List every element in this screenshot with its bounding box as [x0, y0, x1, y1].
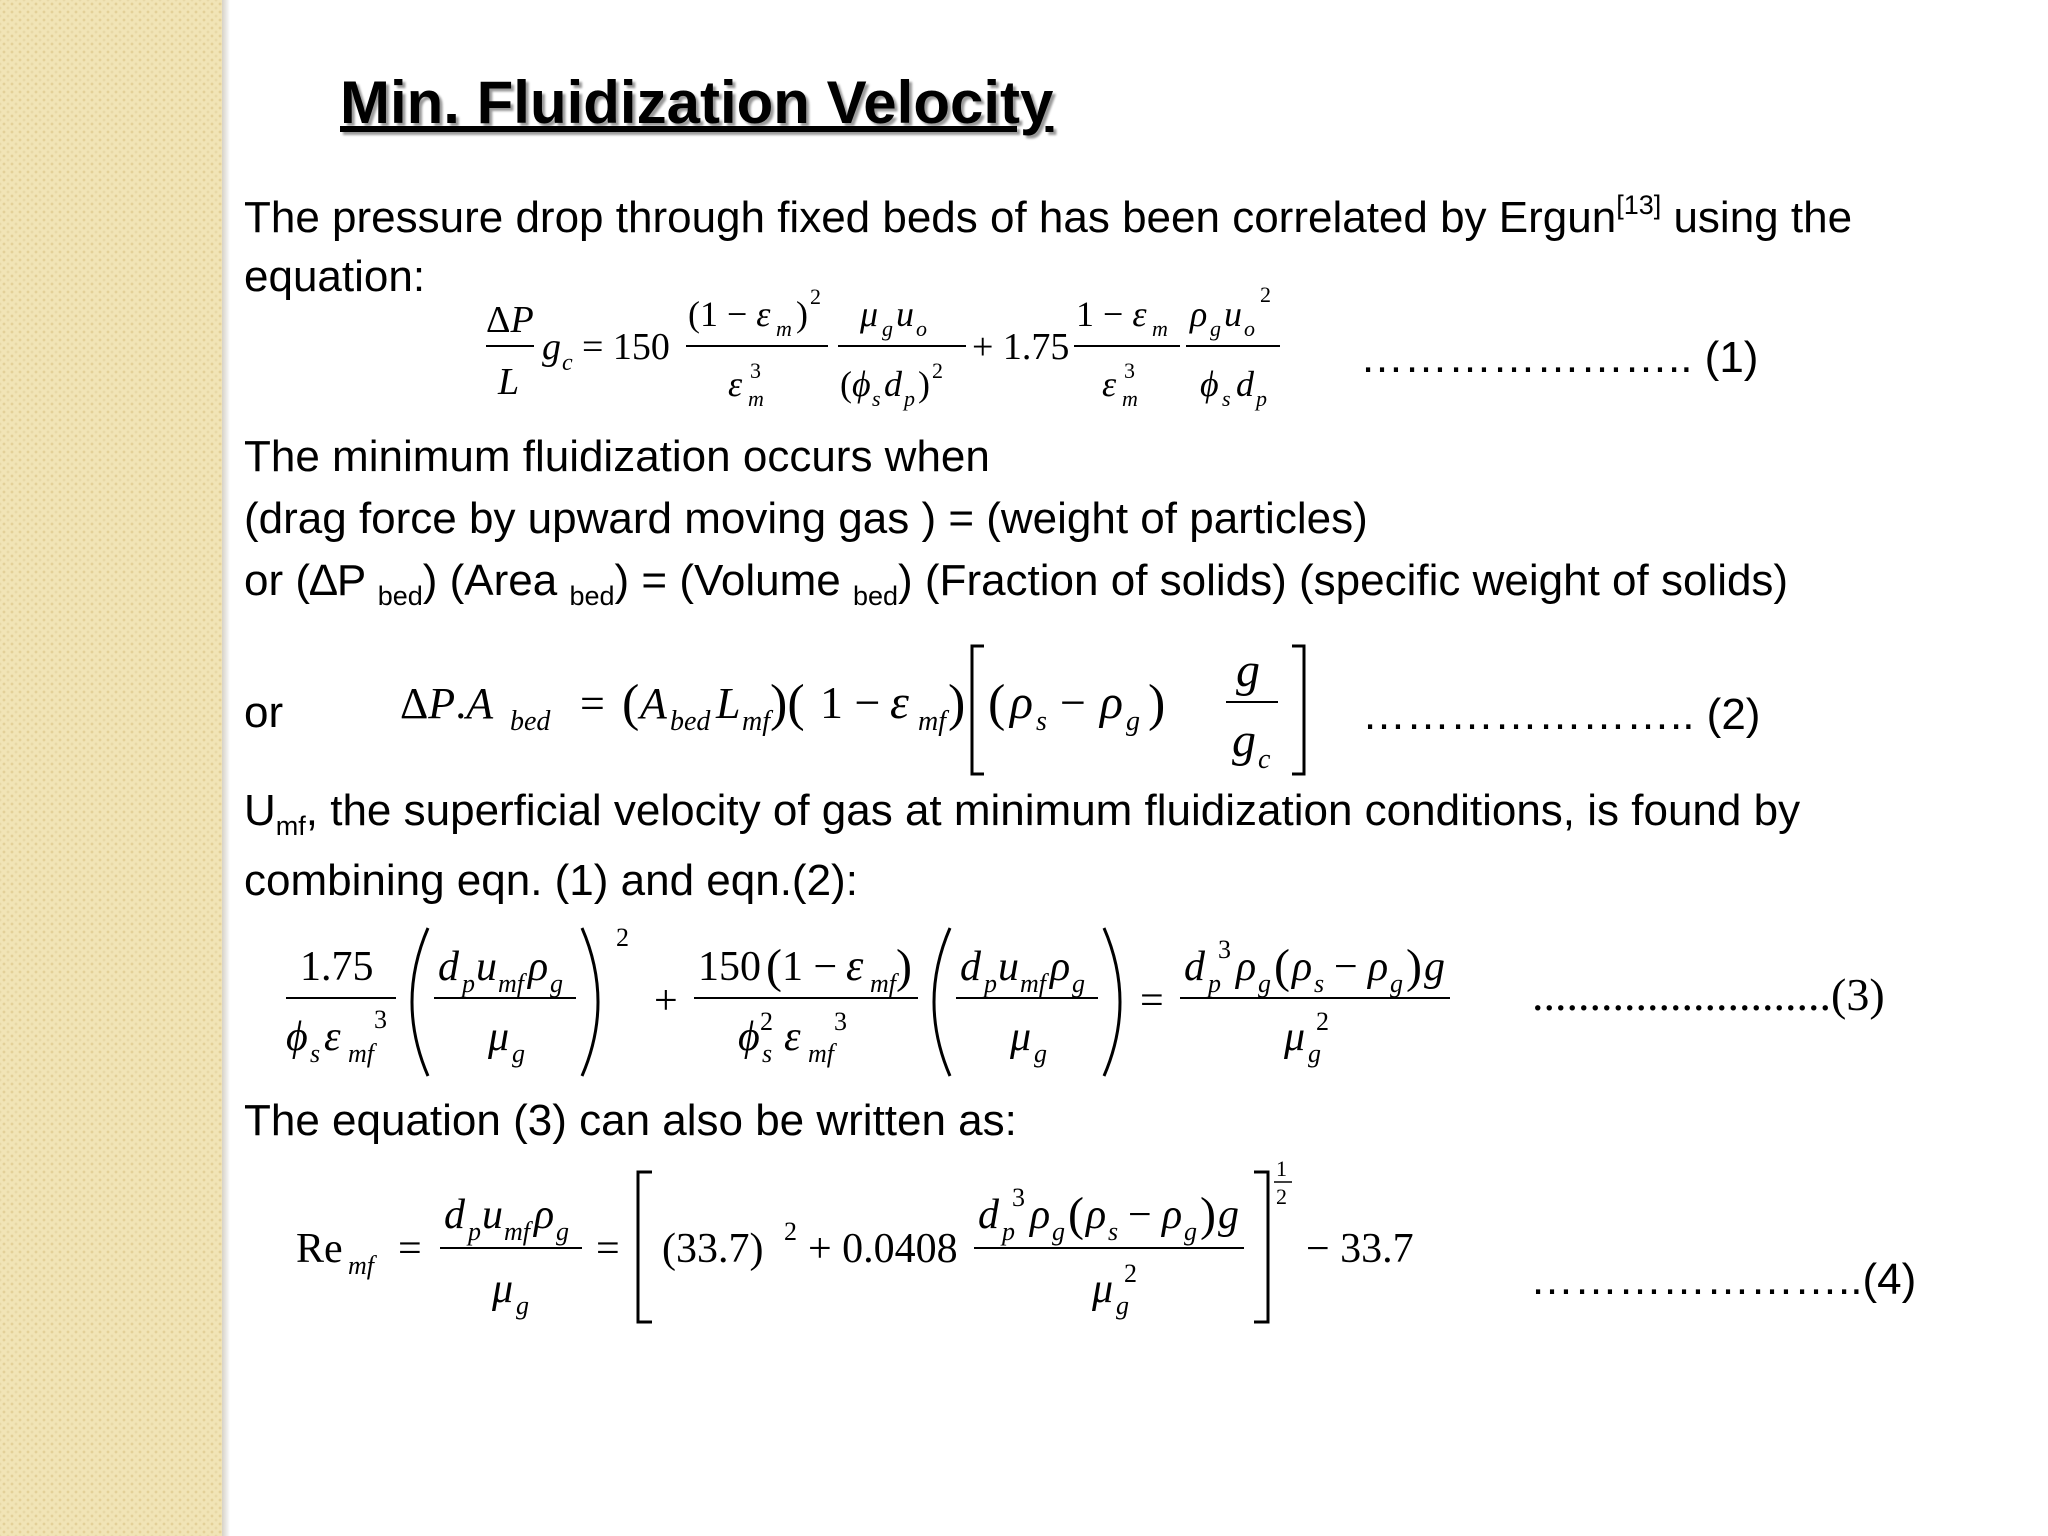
svg-text:(33.7): (33.7): [662, 1226, 764, 1272]
svg-text:−: −: [1060, 677, 1086, 728]
equation-3-label: ..........................(3): [1532, 969, 1885, 1020]
svg-text:s: s: [1108, 1217, 1119, 1246]
svg-text:g: g: [1258, 969, 1271, 998]
svg-text:2: 2: [932, 358, 943, 383]
svg-text:1 − ε: 1 − ε: [1076, 294, 1147, 334]
svg-text:g: g: [1424, 944, 1445, 990]
svg-text:g: g: [1116, 1291, 1129, 1320]
svg-text:ε: ε: [1102, 364, 1117, 404]
svg-text:d: d: [1236, 364, 1254, 404]
svg-text:g: g: [1308, 1039, 1321, 1068]
umf-text: , the superficial velocity of gas at minimum fluidization conditions, is found by: [305, 786, 1801, 835]
svg-text:ε: ε: [728, 364, 743, 404]
svg-text:s: s: [1222, 386, 1231, 411]
svg-text:3: 3: [1012, 1183, 1025, 1212]
svg-text:ρ: ρ: [1190, 294, 1208, 334]
equation-2-prefix: or: [244, 688, 284, 737]
svg-text:d: d: [438, 944, 459, 990]
svg-text:p: p: [1256, 386, 1267, 411]
svg-text:): ): [896, 940, 912, 993]
svg-text:s: s: [1314, 969, 1325, 998]
svg-text:ϕ: ϕ: [1200, 364, 1219, 404]
svg-text:)(: )(: [770, 675, 805, 732]
svg-text:u: u: [1224, 294, 1242, 334]
svg-text:=: =: [596, 1226, 620, 1272]
svg-text:−: −: [1334, 944, 1358, 990]
equation-4-label: …………………..(4): [1530, 1255, 1917, 1304]
svg-text:(1 − ε: (1 − ε: [688, 294, 771, 334]
svg-text:g: g: [516, 1291, 529, 1320]
svg-text:+: +: [654, 978, 678, 1024]
svg-text:g: g: [550, 969, 563, 998]
svg-text:g: g: [1126, 706, 1140, 737]
svg-text:p: p: [904, 386, 915, 411]
svg-text:ρ: ρ: [1010, 676, 1034, 729]
svg-text:u: u: [896, 294, 914, 334]
svg-text:bed: bed: [670, 706, 711, 737]
minfluid-line-2: (drag force by upward moving gas ) = (weight of particles): [244, 494, 1368, 543]
svg-text:g: g: [1390, 969, 1403, 998]
svg-text:μ: μ: [488, 1014, 510, 1060]
svg-text:150: 150: [698, 944, 761, 990]
svg-text:2: 2: [1124, 1259, 1137, 1288]
svg-text:u: u: [482, 1192, 503, 1238]
svg-text:1 −: 1 −: [782, 944, 838, 990]
svg-text:): ): [1200, 1188, 1216, 1241]
citation-ref: [13]: [1616, 190, 1662, 220]
svg-text:d: d: [978, 1192, 999, 1238]
svg-text:m: m: [776, 316, 792, 341]
svg-text:g: g: [1232, 714, 1256, 767]
svg-text:ϕ: ϕ: [738, 1014, 760, 1060]
svg-text:mf: mf: [742, 706, 770, 737]
svg-text:ρ: ρ: [528, 944, 549, 990]
svg-text:ρ: ρ: [1368, 944, 1389, 990]
svg-text:3: 3: [750, 358, 761, 383]
svg-text:(ϕ: (ϕ: [840, 364, 871, 404]
svg-text:o: o: [1244, 316, 1255, 341]
svg-text:1: 1: [1276, 1156, 1287, 1181]
svg-text:ρ: ρ: [1236, 944, 1257, 990]
svg-text:=: =: [580, 679, 605, 728]
svg-text:): ): [948, 675, 966, 732]
svg-text:3: 3: [1218, 935, 1231, 964]
svg-text:s: s: [310, 1039, 321, 1068]
svg-text:g: g: [1034, 1039, 1047, 1068]
sidebar-divider: [222, 0, 230, 1536]
svg-text:mf: mf: [918, 706, 946, 737]
svg-text:mf: mf: [498, 969, 524, 998]
svg-text:): ): [1148, 675, 1166, 732]
umf-line-2: combining eqn. (1) and eqn.(2):: [244, 856, 858, 905]
svg-text:2: 2: [616, 923, 629, 952]
svg-text:(: (: [1068, 1188, 1084, 1241]
minfluid-sub-3: bed: [852, 581, 899, 611]
svg-text:d: d: [444, 1192, 465, 1238]
umf-subscript: mf: [275, 811, 306, 841]
svg-text:p: p: [984, 969, 997, 998]
equation-1-ergun: [480, 282, 1300, 422]
svg-text:3: 3: [374, 1005, 387, 1034]
svg-text:d: d: [1184, 944, 1205, 990]
svg-text:ΔP.A: ΔP.A: [400, 679, 494, 728]
svg-text:g: g: [1218, 1192, 1239, 1238]
decorative-sidebar: [0, 0, 222, 1536]
svg-text:μ: μ: [492, 1266, 514, 1312]
intro-line-1: [244, 190, 1852, 243]
svg-text:A: A: [640, 679, 667, 728]
svg-text:μ: μ: [1092, 1266, 1114, 1312]
svg-text:d: d: [884, 364, 902, 404]
svg-text:ε: ε: [784, 1014, 801, 1060]
svg-text:3: 3: [834, 1007, 847, 1036]
intro-line-2: equation:: [244, 252, 426, 301]
svg-text:ε: ε: [324, 1014, 341, 1060]
svg-text:g: g: [1052, 1217, 1065, 1246]
svg-text:m: m: [1152, 316, 1168, 341]
minfluid-sub-2: bed: [569, 581, 615, 611]
svg-text:+ 0.0408: + 0.0408: [808, 1226, 958, 1272]
svg-text:c: c: [562, 350, 573, 376]
svg-text:μ: μ: [1010, 1014, 1032, 1060]
svg-text:mf: mf: [870, 969, 896, 998]
svg-text:s: s: [1036, 706, 1047, 737]
intro-tail: using the: [1661, 193, 1853, 242]
svg-text:mf: mf: [504, 1217, 530, 1246]
svg-text:2: 2: [760, 1007, 773, 1036]
svg-text:ϕ: ϕ: [286, 1014, 308, 1060]
svg-text:u: u: [998, 944, 1019, 990]
minfluid-seg-c: ) = (Volume: [614, 556, 853, 605]
svg-text:u: u: [476, 944, 497, 990]
svg-text:= 150: = 150: [582, 326, 670, 368]
intro-text: The pressure drop through fixed beds of has been correlated by Ergun: [244, 193, 1617, 242]
svg-text:ρ: ρ: [534, 1192, 555, 1238]
svg-text:ρ: ρ: [1030, 1192, 1051, 1238]
slide-title: Min. Fluidization Velocity: [340, 69, 1054, 136]
svg-text:+ 1.75: + 1.75: [972, 326, 1070, 368]
equation-3-combined: [278, 918, 1538, 1088]
svg-text:2: 2: [784, 1217, 797, 1246]
svg-text:o: o: [916, 316, 927, 341]
minfluid-line-3: [244, 556, 1788, 612]
svg-text:−: −: [1128, 1192, 1152, 1238]
svg-text:g: g: [1072, 969, 1085, 998]
svg-text:ρ: ρ: [1162, 1192, 1183, 1238]
svg-text:s: s: [762, 1039, 773, 1068]
svg-text:Re: Re: [296, 1226, 343, 1272]
svg-text:mf: mf: [348, 1251, 374, 1280]
svg-text:(: (: [1274, 940, 1290, 993]
svg-text:p: p: [462, 969, 475, 998]
svg-text:3: 3: [1124, 358, 1135, 383]
svg-text:): ): [1406, 940, 1422, 993]
svg-text:2: 2: [810, 284, 821, 309]
svg-text:g: g: [542, 326, 561, 368]
alt-form-text: The equation (3) can also be written as:: [244, 1096, 1017, 1145]
equation-2-force-balance: [400, 640, 1320, 790]
minfluid-line-1: The minimum fluidization occurs when: [244, 432, 990, 481]
minfluid-sub-1: bed: [377, 581, 423, 611]
minfluid-seg-a: or (∆P: [244, 556, 378, 605]
svg-text:mf: mf: [808, 1039, 834, 1068]
svg-text:s: s: [872, 386, 881, 411]
svg-text:g: g: [512, 1039, 525, 1068]
svg-text:ε: ε: [890, 676, 909, 729]
svg-text:g: g: [556, 1217, 569, 1246]
svg-text:L: L: [716, 679, 741, 728]
svg-text:(: (: [622, 675, 640, 732]
svg-text:− 33.7: − 33.7: [1306, 1226, 1414, 1272]
umf-line-1: [244, 786, 1800, 842]
svg-text:ρ: ρ: [1100, 676, 1124, 729]
svg-text:ε: ε: [846, 941, 864, 990]
svg-text:): ): [796, 294, 808, 334]
svg-text:ρ: ρ: [1292, 944, 1313, 990]
svg-text:2: 2: [1260, 282, 1271, 307]
svg-text:μ: μ: [860, 294, 879, 334]
svg-text:p: p: [1002, 1217, 1015, 1246]
svg-text:ρ: ρ: [1050, 944, 1071, 990]
svg-text:2: 2: [1276, 1184, 1287, 1209]
svg-text:L: L: [498, 361, 520, 403]
svg-text:ΔP: ΔP: [486, 299, 534, 341]
svg-text:2: 2: [1316, 1007, 1329, 1036]
svg-text:μ: μ: [1284, 1014, 1306, 1060]
svg-text:ρ: ρ: [1086, 1192, 1107, 1238]
svg-text:=: =: [398, 1226, 422, 1272]
minfluid-seg-b: ) (Area: [422, 556, 570, 605]
svg-text:(: (: [766, 940, 782, 993]
svg-text:bed: bed: [510, 706, 551, 737]
svg-text:g: g: [1184, 1217, 1197, 1246]
svg-text:g: g: [882, 316, 893, 341]
svg-text:m: m: [748, 386, 764, 411]
svg-text:g: g: [1236, 644, 1260, 697]
svg-text:d: d: [960, 944, 981, 990]
svg-text:mf: mf: [348, 1039, 374, 1068]
equation-4-reynolds: [296, 1150, 1526, 1340]
svg-text:c: c: [1258, 744, 1271, 775]
equation-2-label: ………………….. (2): [1362, 690, 1761, 739]
svg-text:p: p: [1208, 969, 1221, 998]
svg-text:1 −: 1 −: [820, 677, 881, 728]
equation-1-label: ………………….. (1): [1360, 333, 1759, 382]
svg-text:mf: mf: [1020, 969, 1046, 998]
svg-text:=: =: [1140, 978, 1164, 1024]
svg-text:): ): [918, 364, 930, 404]
svg-text:m: m: [1122, 386, 1138, 411]
minfluid-seg-d: ) (Fraction of solids) (specific weight of solids): [898, 556, 1789, 605]
svg-text:1.75: 1.75: [300, 944, 374, 990]
svg-text:(: (: [988, 675, 1006, 732]
svg-text:p: p: [468, 1217, 481, 1246]
umf-symbol: U: [244, 786, 276, 835]
svg-text:g: g: [1210, 316, 1221, 341]
